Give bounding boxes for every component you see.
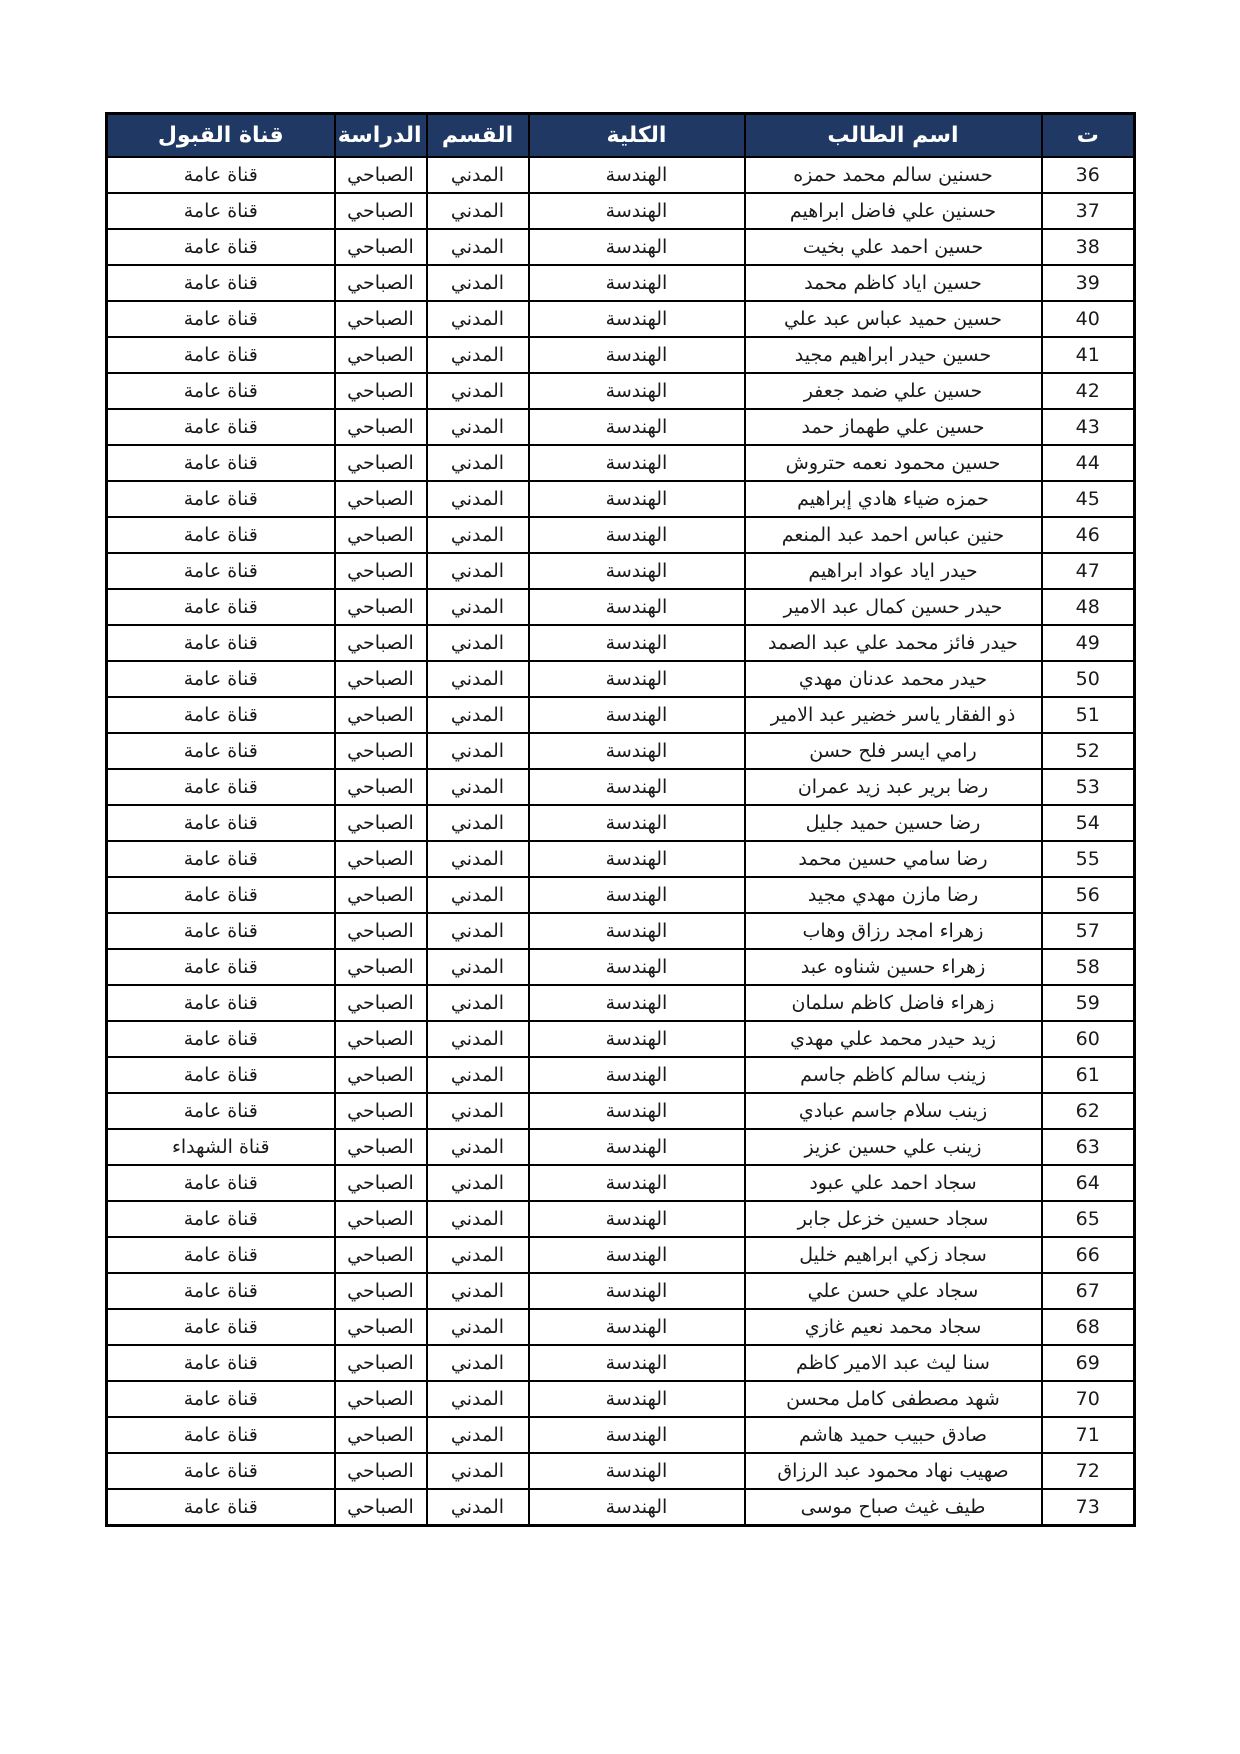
- department-cell: المدني: [427, 1093, 529, 1129]
- admission-channel-cell: قناة عامة: [107, 1417, 335, 1453]
- study-cell: الصباحي: [335, 553, 427, 589]
- college-cell: الهندسة: [529, 1165, 745, 1201]
- college-cell: الهندسة: [529, 1381, 745, 1417]
- table-row: [107, 733, 1135, 769]
- department-cell: المدني: [427, 337, 529, 373]
- table-row: [107, 409, 1135, 445]
- college-cell: الهندسة: [529, 1345, 745, 1381]
- student-name-cell: زهراء حسين شناوه عبد: [745, 949, 1042, 985]
- table-row: [107, 805, 1135, 841]
- table-row: [107, 589, 1135, 625]
- row-number-cell: 57: [1042, 913, 1135, 949]
- student-name-cell: حسين محمود نعمه حتروش: [745, 445, 1042, 481]
- student-name-cell: حيدر محمد عدنان مهدي: [745, 661, 1042, 697]
- college-cell: الهندسة: [529, 697, 745, 733]
- table-row: [107, 517, 1135, 553]
- header-cell-department: القسم: [427, 114, 529, 158]
- row-number-cell: 54: [1042, 805, 1135, 841]
- admission-channel-cell: قناة عامة: [107, 1453, 335, 1489]
- college-cell: الهندسة: [529, 1309, 745, 1345]
- table-row: [107, 1417, 1135, 1453]
- student-name-cell: سجاد احمد علي عبود: [745, 1165, 1042, 1201]
- row-number-cell: 49: [1042, 625, 1135, 661]
- department-cell: المدني: [427, 1201, 529, 1237]
- college-cell: الهندسة: [529, 1021, 745, 1057]
- admission-channel-cell: قناة عامة: [107, 1309, 335, 1345]
- row-number-cell: 53: [1042, 769, 1135, 805]
- department-cell: المدني: [427, 877, 529, 913]
- department-cell: المدني: [427, 661, 529, 697]
- study-cell: الصباحي: [335, 445, 427, 481]
- college-cell: الهندسة: [529, 661, 745, 697]
- study-cell: الصباحي: [335, 517, 427, 553]
- department-cell: المدني: [427, 1057, 529, 1093]
- study-cell: الصباحي: [335, 1273, 427, 1309]
- admission-channel-cell: قناة عامة: [107, 1489, 335, 1526]
- department-cell: المدني: [427, 805, 529, 841]
- college-cell: الهندسة: [529, 1489, 745, 1526]
- row-number-cell: 58: [1042, 949, 1135, 985]
- student-name-cell: حمزه ضياء هادي إبراهيم: [745, 481, 1042, 517]
- department-cell: المدني: [427, 481, 529, 517]
- college-cell: الهندسة: [529, 913, 745, 949]
- college-cell: الهندسة: [529, 409, 745, 445]
- admission-channel-cell: قناة عامة: [107, 733, 335, 769]
- department-cell: المدني: [427, 553, 529, 589]
- table-row: [107, 1057, 1135, 1093]
- table-row: [107, 1381, 1135, 1417]
- study-cell: الصباحي: [335, 589, 427, 625]
- table-row: [107, 877, 1135, 913]
- college-cell: الهندسة: [529, 553, 745, 589]
- college-cell: الهندسة: [529, 193, 745, 229]
- department-cell: المدني: [427, 1453, 529, 1489]
- table-row: [107, 1165, 1135, 1201]
- row-number-cell: 59: [1042, 985, 1135, 1021]
- row-number-cell: 72: [1042, 1453, 1135, 1489]
- study-cell: الصباحي: [335, 1021, 427, 1057]
- department-cell: المدني: [427, 625, 529, 661]
- student-name-cell: سجاد زكي ابراهيم خليل: [745, 1237, 1042, 1273]
- table-row: [107, 949, 1135, 985]
- college-cell: الهندسة: [529, 157, 745, 193]
- student-name-cell: حسين علي ضمد جعفر: [745, 373, 1042, 409]
- admission-channel-cell: قناة عامة: [107, 193, 335, 229]
- row-number-cell: 63: [1042, 1129, 1135, 1165]
- college-cell: الهندسة: [529, 985, 745, 1021]
- college-cell: الهندسة: [529, 229, 745, 265]
- admission-channel-cell: قناة عامة: [107, 157, 335, 193]
- student-name-cell: سجاد محمد نعيم غازي: [745, 1309, 1042, 1345]
- table-body: [107, 157, 1135, 1526]
- student-name-cell: حسنين علي فاضل ابراهيم: [745, 193, 1042, 229]
- study-cell: الصباحي: [335, 337, 427, 373]
- table-row: [107, 1273, 1135, 1309]
- student-name-cell: حسنين سالم محمد حمزه: [745, 157, 1042, 193]
- study-cell: الصباحي: [335, 805, 427, 841]
- header-cell-student-name: اسم الطالب: [745, 114, 1042, 158]
- table-row: [107, 985, 1135, 1021]
- table-row: [107, 697, 1135, 733]
- table-row: [107, 769, 1135, 805]
- row-number-cell: 55: [1042, 841, 1135, 877]
- college-cell: الهندسة: [529, 1417, 745, 1453]
- study-cell: الصباحي: [335, 625, 427, 661]
- admission-channel-cell: قناة عامة: [107, 301, 335, 337]
- header-cell-admission-channel: قناة القبول: [107, 114, 335, 158]
- department-cell: المدني: [427, 1309, 529, 1345]
- study-cell: الصباحي: [335, 841, 427, 877]
- admission-channel-cell: قناة عامة: [107, 661, 335, 697]
- college-cell: الهندسة: [529, 589, 745, 625]
- row-number-cell: 56: [1042, 877, 1135, 913]
- admission-channel-cell: قناة عامة: [107, 1273, 335, 1309]
- study-cell: الصباحي: [335, 1057, 427, 1093]
- row-number-cell: 50: [1042, 661, 1135, 697]
- college-cell: الهندسة: [529, 1237, 745, 1273]
- header-cell-no: ت: [1042, 114, 1135, 158]
- study-cell: الصباحي: [335, 769, 427, 805]
- table-row: [107, 1345, 1135, 1381]
- admission-channel-cell: قناة عامة: [107, 625, 335, 661]
- college-cell: الهندسة: [529, 517, 745, 553]
- row-number-cell: 66: [1042, 1237, 1135, 1273]
- study-cell: الصباحي: [335, 265, 427, 301]
- admission-channel-cell: قناة عامة: [107, 1345, 335, 1381]
- department-cell: المدني: [427, 1129, 529, 1165]
- admission-channel-cell: قناة عامة: [107, 1057, 335, 1093]
- admission-channel-cell: قناة عامة: [107, 409, 335, 445]
- table-row: [107, 373, 1135, 409]
- student-name-cell: رضا مازن مهدي مجيد: [745, 877, 1042, 913]
- admission-channel-cell: قناة عامة: [107, 913, 335, 949]
- table-row: [107, 193, 1135, 229]
- student-name-cell: شهد مصطفى كامل محسن: [745, 1381, 1042, 1417]
- department-cell: المدني: [427, 445, 529, 481]
- table-row: [107, 301, 1135, 337]
- student-name-cell: صادق حبيب حميد هاشم: [745, 1417, 1042, 1453]
- department-cell: المدني: [427, 769, 529, 805]
- department-cell: المدني: [427, 733, 529, 769]
- admission-channel-cell: قناة الشهداء: [107, 1129, 335, 1165]
- department-cell: المدني: [427, 1417, 529, 1453]
- row-number-cell: 42: [1042, 373, 1135, 409]
- student-name-cell: حسين علي طهماز حمد: [745, 409, 1042, 445]
- study-cell: الصباحي: [335, 949, 427, 985]
- student-name-cell: حسين حميد عباس عبد علي: [745, 301, 1042, 337]
- header-cell-college: الكلية: [529, 114, 745, 158]
- row-number-cell: 46: [1042, 517, 1135, 553]
- college-cell: الهندسة: [529, 949, 745, 985]
- student-name-cell: زينب سالم كاظم جاسم: [745, 1057, 1042, 1093]
- table-row: [107, 625, 1135, 661]
- student-name-cell: حسين احمد علي بخيت: [745, 229, 1042, 265]
- table-row: [107, 1237, 1135, 1273]
- college-cell: الهندسة: [529, 841, 745, 877]
- department-cell: المدني: [427, 589, 529, 625]
- department-cell: المدني: [427, 157, 529, 193]
- college-cell: الهندسة: [529, 265, 745, 301]
- student-name-cell: رضا برير عبد زيد عمران: [745, 769, 1042, 805]
- study-cell: الصباحي: [335, 1129, 427, 1165]
- row-number-cell: 61: [1042, 1057, 1135, 1093]
- admission-channel-cell: قناة عامة: [107, 265, 335, 301]
- admission-channel-cell: قناة عامة: [107, 517, 335, 553]
- row-number-cell: 41: [1042, 337, 1135, 373]
- admission-channel-cell: قناة عامة: [107, 841, 335, 877]
- student-name-cell: حيدر فائز محمد علي عبد الصمد: [745, 625, 1042, 661]
- department-cell: المدني: [427, 949, 529, 985]
- study-cell: الصباحي: [335, 913, 427, 949]
- department-cell: المدني: [427, 1489, 529, 1526]
- table-row: [107, 481, 1135, 517]
- study-cell: الصباحي: [335, 1417, 427, 1453]
- table-row: [107, 1093, 1135, 1129]
- table-row: [107, 229, 1135, 265]
- department-cell: المدني: [427, 301, 529, 337]
- student-name-cell: زهراء فاضل كاظم سلمان: [745, 985, 1042, 1021]
- admission-channel-cell: قناة عامة: [107, 769, 335, 805]
- student-name-cell: حيدر اياد عواد ابراهيم: [745, 553, 1042, 589]
- admission-channel-cell: قناة عامة: [107, 985, 335, 1021]
- department-cell: المدني: [427, 373, 529, 409]
- study-cell: الصباحي: [335, 157, 427, 193]
- table-row: [107, 841, 1135, 877]
- row-number-cell: 39: [1042, 265, 1135, 301]
- study-cell: الصباحي: [335, 193, 427, 229]
- row-number-cell: 52: [1042, 733, 1135, 769]
- study-cell: الصباحي: [335, 1093, 427, 1129]
- college-cell: الهندسة: [529, 805, 745, 841]
- student-name-cell: ذو الفقار ياسر خضير عبد الامير: [745, 697, 1042, 733]
- college-cell: الهندسة: [529, 301, 745, 337]
- row-number-cell: 48: [1042, 589, 1135, 625]
- row-number-cell: 69: [1042, 1345, 1135, 1381]
- row-number-cell: 40: [1042, 301, 1135, 337]
- admission-channel-cell: قناة عامة: [107, 1381, 335, 1417]
- student-name-cell: سنا ليث عبد الامير كاظم: [745, 1345, 1042, 1381]
- table-row: [107, 1201, 1135, 1237]
- college-cell: الهندسة: [529, 337, 745, 373]
- table-row: [107, 913, 1135, 949]
- study-cell: الصباحي: [335, 1453, 427, 1489]
- admission-channel-cell: قناة عامة: [107, 949, 335, 985]
- study-cell: الصباحي: [335, 1165, 427, 1201]
- college-cell: الهندسة: [529, 769, 745, 805]
- college-cell: الهندسة: [529, 1093, 745, 1129]
- student-name-cell: زهراء امجد رزاق وهاب: [745, 913, 1042, 949]
- student-name-cell: حسين اياد كاظم محمد: [745, 265, 1042, 301]
- table-row: [107, 157, 1135, 193]
- college-cell: الهندسة: [529, 733, 745, 769]
- department-cell: المدني: [427, 1021, 529, 1057]
- admission-channel-cell: قناة عامة: [107, 1021, 335, 1057]
- students-table: [105, 112, 1136, 1527]
- table-row: [107, 1453, 1135, 1489]
- row-number-cell: 71: [1042, 1417, 1135, 1453]
- college-cell: الهندسة: [529, 1453, 745, 1489]
- college-cell: الهندسة: [529, 1129, 745, 1165]
- college-cell: الهندسة: [529, 1057, 745, 1093]
- row-number-cell: 64: [1042, 1165, 1135, 1201]
- study-cell: الصباحي: [335, 409, 427, 445]
- row-number-cell: 37: [1042, 193, 1135, 229]
- study-cell: الصباحي: [335, 229, 427, 265]
- study-cell: الصباحي: [335, 1489, 427, 1526]
- admission-channel-cell: قناة عامة: [107, 373, 335, 409]
- row-number-cell: 68: [1042, 1309, 1135, 1345]
- table-row: [107, 1489, 1135, 1526]
- student-name-cell: رضا حسين حميد جليل: [745, 805, 1042, 841]
- table-row: [107, 1129, 1135, 1165]
- row-number-cell: 44: [1042, 445, 1135, 481]
- admission-channel-cell: قناة عامة: [107, 1201, 335, 1237]
- student-name-cell: حيدر حسين كمال عبد الامير: [745, 589, 1042, 625]
- header-row: [107, 114, 1135, 158]
- row-number-cell: 43: [1042, 409, 1135, 445]
- study-cell: الصباحي: [335, 1381, 427, 1417]
- college-cell: الهندسة: [529, 1273, 745, 1309]
- admission-channel-cell: قناة عامة: [107, 697, 335, 733]
- row-number-cell: 62: [1042, 1093, 1135, 1129]
- department-cell: المدني: [427, 265, 529, 301]
- table-row: [107, 553, 1135, 589]
- student-name-cell: صهيب نهاد محمود عبد الرزاق: [745, 1453, 1042, 1489]
- study-cell: الصباحي: [335, 733, 427, 769]
- department-cell: المدني: [427, 1165, 529, 1201]
- study-cell: الصباحي: [335, 661, 427, 697]
- table-row: [107, 265, 1135, 301]
- row-number-cell: 73: [1042, 1489, 1135, 1526]
- student-name-cell: طيف غيث صباح موسى: [745, 1489, 1042, 1526]
- department-cell: المدني: [427, 409, 529, 445]
- row-number-cell: 45: [1042, 481, 1135, 517]
- study-cell: الصباحي: [335, 697, 427, 733]
- admission-channel-cell: قناة عامة: [107, 553, 335, 589]
- student-name-cell: زينب سلام جاسم عبادي: [745, 1093, 1042, 1129]
- admission-channel-cell: قناة عامة: [107, 481, 335, 517]
- student-name-cell: رامي ايسر فلح حسن: [745, 733, 1042, 769]
- department-cell: المدني: [427, 985, 529, 1021]
- college-cell: الهندسة: [529, 373, 745, 409]
- table-row: [107, 1021, 1135, 1057]
- student-name-cell: حنين عباس احمد عبد المنعم: [745, 517, 1042, 553]
- admission-channel-cell: قناة عامة: [107, 1093, 335, 1129]
- study-cell: الصباحي: [335, 1309, 427, 1345]
- header-cell-study: الدراسة: [335, 114, 427, 158]
- department-cell: المدني: [427, 1237, 529, 1273]
- study-cell: الصباحي: [335, 373, 427, 409]
- student-name-cell: رضا سامي حسين محمد: [745, 841, 1042, 877]
- student-name-cell: سجاد حسين خزعل جابر: [745, 1201, 1042, 1237]
- study-cell: الصباحي: [335, 481, 427, 517]
- department-cell: المدني: [427, 229, 529, 265]
- college-cell: الهندسة: [529, 445, 745, 481]
- department-cell: المدني: [427, 697, 529, 733]
- row-number-cell: 51: [1042, 697, 1135, 733]
- table-row: [107, 445, 1135, 481]
- study-cell: الصباحي: [335, 1237, 427, 1273]
- department-cell: المدني: [427, 841, 529, 877]
- student-name-cell: سجاد علي حسن علي: [745, 1273, 1042, 1309]
- table-row: [107, 661, 1135, 697]
- department-cell: المدني: [427, 517, 529, 553]
- college-cell: الهندسة: [529, 481, 745, 517]
- admission-channel-cell: قناة عامة: [107, 805, 335, 841]
- department-cell: المدني: [427, 913, 529, 949]
- admission-channel-cell: قناة عامة: [107, 1165, 335, 1201]
- admission-channel-cell: قناة عامة: [107, 337, 335, 373]
- row-number-cell: 70: [1042, 1381, 1135, 1417]
- college-cell: الهندسة: [529, 625, 745, 661]
- row-number-cell: 38: [1042, 229, 1135, 265]
- student-name-cell: حسين حيدر ابراهيم مجيد: [745, 337, 1042, 373]
- student-name-cell: زينب علي حسين عزيز: [745, 1129, 1042, 1165]
- college-cell: الهندسة: [529, 877, 745, 913]
- row-number-cell: 65: [1042, 1201, 1135, 1237]
- department-cell: المدني: [427, 1273, 529, 1309]
- row-number-cell: 67: [1042, 1273, 1135, 1309]
- department-cell: المدني: [427, 1345, 529, 1381]
- table-row: [107, 337, 1135, 373]
- table-header: [107, 114, 1135, 158]
- admission-channel-cell: قناة عامة: [107, 229, 335, 265]
- student-name-cell: زيد حيدر محمد علي مهدي: [745, 1021, 1042, 1057]
- admission-channel-cell: قناة عامة: [107, 1237, 335, 1273]
- row-number-cell: 60: [1042, 1021, 1135, 1057]
- row-number-cell: 47: [1042, 553, 1135, 589]
- college-cell: الهندسة: [529, 1201, 745, 1237]
- study-cell: الصباحي: [335, 1201, 427, 1237]
- study-cell: الصباحي: [335, 301, 427, 337]
- admission-channel-cell: قناة عامة: [107, 445, 335, 481]
- department-cell: المدني: [427, 1381, 529, 1417]
- admission-channel-cell: قناة عامة: [107, 589, 335, 625]
- department-cell: المدني: [427, 193, 529, 229]
- study-cell: الصباحي: [335, 1345, 427, 1381]
- row-number-cell: 36: [1042, 157, 1135, 193]
- study-cell: الصباحي: [335, 985, 427, 1021]
- study-cell: الصباحي: [335, 877, 427, 913]
- admission-channel-cell: قناة عامة: [107, 877, 335, 913]
- table-row: [107, 1309, 1135, 1345]
